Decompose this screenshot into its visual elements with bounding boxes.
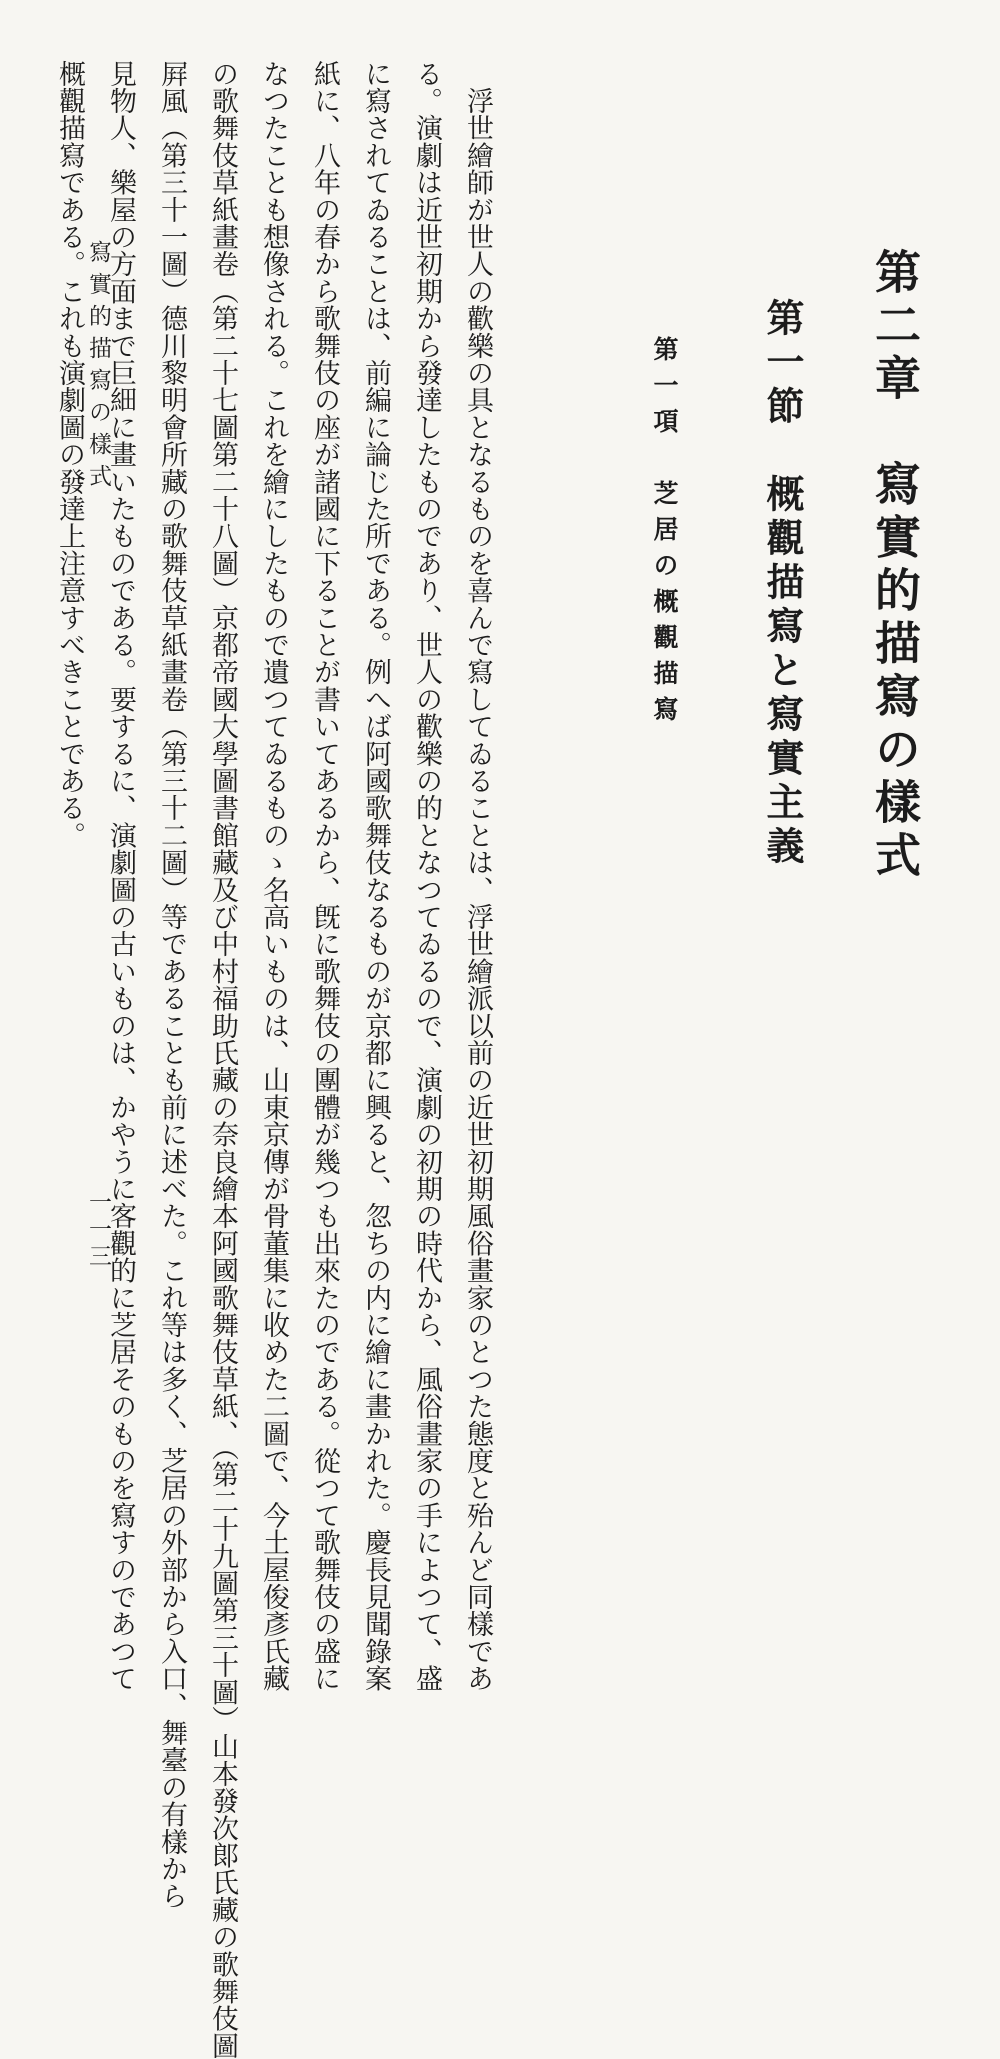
chapter-title: 第二章 寫實的描寫の樣式 [868, 248, 922, 884]
page-number: 一一三 [85, 1190, 111, 1271]
running-footer-title: 寫實的描寫の樣式 [85, 240, 111, 496]
section-title: 第一節 概觀描寫と寫實主義 [760, 298, 805, 870]
item-title: 第一項 芝居の概觀描寫 [650, 336, 679, 732]
paragraph-1: 浮世繪師が世人の歡樂の具となるものを喜んで寫してゐることは、浮世繪派以前の近世初期風俗畫家のとつた態度と殆んど同樣であ る。演劇は近世初期から發達したものであり、世人の歡樂の的となつてゐるので、演劇の初期の時代から、風俗畫家の手によつて、盛 に寫されてゐることは、前編に論じた所である。例へば阿國歌舞伎なるものが京都に興ると、忽ちの内に繪に畫かれた。慶長見聞錄案 紙に、八年の春から歌舞伎の座が諸國に下ることが書いてあるから、旣に歌舞伎の團體が幾つも出來たのである。從つて歌舞伎の盛に なつたことも想像される。これを繪にしたもので遺つてゐるものゝ名高いものは、山東京傳が骨董集に收めた二圖で、今土屋俊彥氏藏 の歌舞伎草紙畫卷（第二十七圖第二十八圖）京都帝國大學圖書館藏及び中村福助氏藏の奈良繪本阿國歌舞伎草紙、（第二十九圖第三十圖）山本發次郞氏藏の歌舞伎圖 屛風（第三十一圖）德川黎明會所藏の歌舞伎草紙畫卷（第三十二圖）等であることも前に述べた。これ等は多く、芝居の外部から入口、舞臺の有樣から 見物人、樂屋の方面まで巨細に畫いたものである。要するに、演劇圖の古いものは、かやうに客觀的に芝居そのものを寫すのであつて 概觀描寫である。これも演劇圖の發達上注意すべきことである。 [54, 60, 493, 2059]
